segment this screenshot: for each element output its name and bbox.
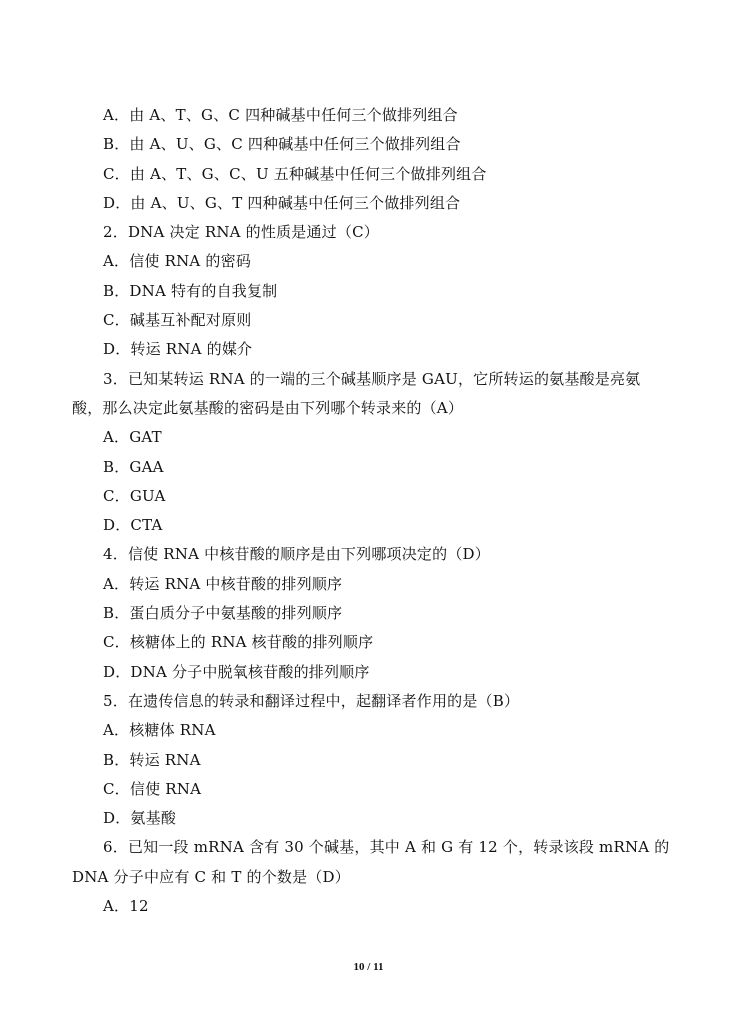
option-line: D．氨基酸 <box>103 809 177 828</box>
option-line: A．12 <box>103 897 149 916</box>
option-line: B．由 A、U、G、C 四种碱基中任何三个做排列组合 <box>103 135 461 154</box>
option-line: C．信使 RNA <box>103 779 202 798</box>
option-line: C．核糖体上的 RNA 核苷酸的排列顺序 <box>103 633 374 652</box>
question-line: 6．已知一段 mRNA 含有 30 个碱基，其中 A 和 G 有 12 个，转录该段 mRNA 的 <box>103 838 670 857</box>
option-line: B．转运 RNA <box>103 750 201 769</box>
option-line: A．信使 RNA 的密码 <box>103 252 252 271</box>
option-line: A．核糖体 RNA <box>103 721 216 740</box>
document-body <box>0 101 737 921</box>
option-line: D．转运 RNA 的媒介 <box>103 340 253 359</box>
option-line: B．蛋白质分子中氨基酸的排列顺序 <box>103 604 343 623</box>
page-number: 10 / 11 <box>353 961 384 973</box>
option-line: C．碱基互补配对原则 <box>103 311 252 330</box>
question-line: 5．在遗传信息的转录和翻译过程中，起翻译者作用的是（B） <box>103 691 520 710</box>
option-line: A．由 A、T、G、C 四种碱基中任何三个做排列组合 <box>103 106 458 124</box>
option-line: D．由 A、U、G、T 四种碱基中任何三个做排列组合 <box>103 193 461 212</box>
option-line: C．GUA <box>103 486 166 505</box>
option-line: B．DNA 特有的自我复制 <box>103 281 278 300</box>
option-line: D．DNA 分子中脱氧核苷酸的排列顺序 <box>103 662 370 681</box>
option-line: A．转运 RNA 中核苷酸的排列顺序 <box>103 574 343 593</box>
question-continuation-line: DNA 分子中应有 C 和 T 的个数是（D） <box>72 867 350 886</box>
option-line: B．GAA <box>103 457 164 476</box>
question-line: 2．DNA 决定 RNA 的性质是通过（C） <box>103 223 379 242</box>
option-line: D．CTA <box>103 516 163 535</box>
question-line: 4．信使 RNA 中核苷酸的顺序是由下列哪项决定的（D） <box>103 545 490 564</box>
option-line: C．由 A、T、G、C、U 五种碱基中任何三个做排列组合 <box>103 164 487 183</box>
question-continuation-line: 酸，那么决定此氨基酸的密码是由下列哪个转录来的（A） <box>72 398 464 417</box>
option-line: A．GAT <box>103 428 162 447</box>
question-line: 3．已知某转运 RNA 的一端的三个碱基顺序是 GAU，它所转运的氨基酸是亮氨 <box>103 369 641 388</box>
